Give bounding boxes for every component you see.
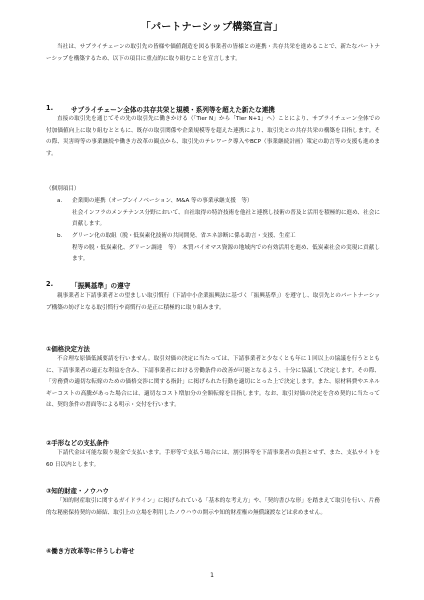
section-1-title: サプライチェーン全体の共存共栄と規模・系列等を超えた新たな連携	[71, 106, 275, 114]
document-title: 「パートナーシップ構築宣言」	[140, 22, 284, 33]
intro-paragraph: 当社は、サプライチェーンの取引先の皆様や価値創造を図る事業者の皆様との連携・共存共栄を進めることで、新たなパートナーシップを構築するため、以下の項目に重点的に取り組むことを宣言します。	[46, 44, 380, 62]
example-item-b-title: グリーン化の取組（脱・低炭素化技術の共同開発、省エネ診断に係る助言・支援、生産工	[72, 233, 296, 239]
section-2-body: 親事業者と下請事業者との望ましい取引慣行（下請中小企業振興法に基づく「振興基準」）を遵守し、取引先とのパートナーシップ構築の妨げとなる取引慣行や商慣行の是正に積極的に取り組みます。	[46, 293, 380, 311]
subsection-ip-body: 「知的財産取引に関するガイドライン」に掲げられている「基本的な考え方」や、「契約書ひな形」を踏まえて取引を行い、片務的な秘密保持契約の締結、取引上の立場を利用したノウハウの開示や知的財産権の無償譲渡などは求めません。	[46, 498, 380, 516]
example-item-a-label: a.	[57, 198, 63, 204]
section-1-number: 1.	[46, 104, 54, 112]
example-item-b-body: 程等の脱・低炭素化、グリーン調達 等） 木質バイオマス資源の地域内での有効活用を進め、低炭素社会の実現に貢献します。	[72, 244, 380, 263]
section-1-heading	[46, 104, 386, 114]
subsection-payment-body: 下請代金は可能な限り現金で支払います。手形等で支払う場合には、割引料等を下請事業者の負担とせず、また、支払サイトを 60 日以内とします。	[46, 450, 380, 468]
section-1-body: 直接の取引先を通じてその先の取引先に働きかける（「Tier N」から「Tier N+1」へ）ことにより、サプライチェーン全体での付加価値向上に取り組むとともに、既存の取引関係や企業規模等を超えた連携により、取引先との共存共栄の構築を目指します。その際、災害時等の事業継続や働き方改革の観点から、取引先のテレワーク導入やBCP（事業継続計画）策定の助言等の支援も進めます。	[46, 116, 380, 157]
examples-label: （個別項目）	[46, 186, 80, 192]
example-item-a	[57, 196, 380, 232]
section-2-title: 「振興基準」の遵守	[71, 282, 131, 290]
example-item-a-title: 企業間の連携（オープンイノベーション、M&A 等の事業承継支援 等）	[72, 198, 253, 204]
example-item-a-body: 社会インフラのメンテナンス分野において、自社取得の特許技術を他社と連携し技術の普及と活用を積極的に進め、社会に貢献します。	[72, 209, 380, 228]
subsection-ip-title: ③知的財産・ノウハウ	[46, 487, 109, 495]
subsection-price-title: ①価格決定方法	[46, 345, 90, 353]
example-item-b-label: b.	[57, 233, 63, 239]
example-item-b	[57, 231, 380, 267]
subsection-payment-title: ②手形などの支払条件	[46, 439, 109, 447]
subsection-price-body: 不合理な原価低減要請を行いません。取引対価の決定に当たっては、下請事業者と少なくとも年に１回以上の協議を行うとともに、下請事業者の適正な利益を含み、下請事業者における労働条件の改善が可能となるよう、十分に協議して決定します。その際、「労務費の適切な転嫁のための価格交渉に関する指針」に掲げられた行動を適切にとった上で決定します。また、原材料費やエネルギーコストの高騰があった場合には、適切なコスト増加分の全額転嫁を目指します。なお、取引対価の決定を含め契約に当たっては、契約条件の書面等による明示・交付を行います。	[46, 356, 380, 409]
page-number: 1	[210, 572, 214, 579]
section-2-heading	[46, 280, 386, 290]
subsection-workstyle-title: ④働き方改革等に伴うしわ寄せ	[46, 547, 135, 555]
section-2-number: 2.	[46, 280, 54, 288]
